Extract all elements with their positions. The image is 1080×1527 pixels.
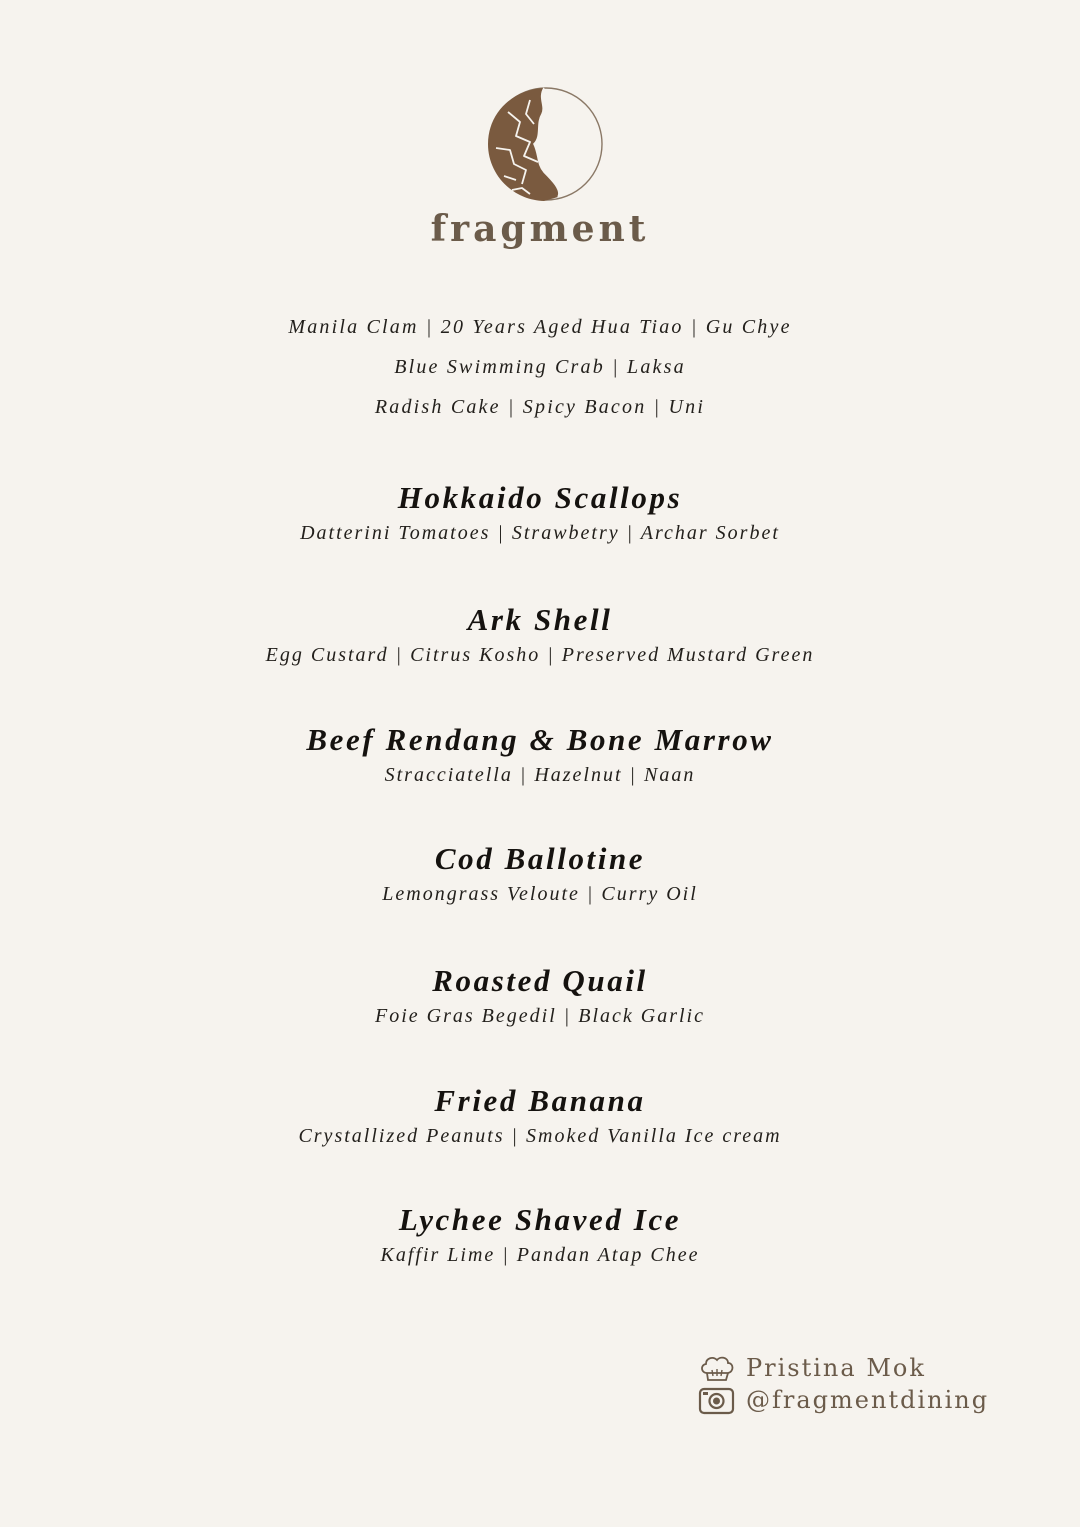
credits: [698, 1352, 1028, 1416]
course-description: Foie Gras Begedil | Black Garlic: [375, 1005, 705, 1027]
course-title: Fried Banana: [434, 1083, 646, 1118]
course-item: [0, 1081, 1080, 1149]
snacks-list: [0, 307, 1080, 427]
course-description: Crystallized Peanuts | Smoked Vanilla Ice cream: [298, 1125, 782, 1147]
course-description: Lemongrass Veloute | Curry Oil: [382, 883, 698, 905]
fragment-logo-icon: [486, 84, 604, 204]
course-description: Stracciatella | Hazelnut | Naan: [384, 764, 696, 786]
course-item: [0, 720, 1080, 788]
camera-icon: [698, 1385, 736, 1415]
course-description: Egg Custard | Citrus Kosho | Preserved Mustard Green: [265, 644, 815, 666]
course-item: [0, 600, 1080, 668]
course-item: [0, 839, 1080, 907]
instagram-handle: @fragmentdining: [746, 1386, 990, 1414]
instagram-credit: [698, 1384, 1028, 1416]
course-title: Roasted Quail: [432, 963, 648, 998]
snack-item: Radish Cake | Spicy Bacon | Uni: [374, 396, 706, 418]
brand-name: fragment: [430, 208, 650, 250]
snack-item: Blue Swimming Crab | Laksa: [394, 356, 686, 378]
snack-item: Manila Clam | 20 Years Aged Hua Tiao | Gu Chye: [288, 316, 792, 338]
course-title: Ark Shell: [467, 602, 613, 637]
course-title: Cod Ballotine: [434, 841, 646, 876]
course-item: [0, 478, 1080, 546]
course-title: Hokkaido Scallops: [397, 480, 683, 515]
course-description: Datterini Tomatoes | Strawbetry | Archar Sorbet: [300, 522, 780, 544]
course-item: [0, 961, 1080, 1029]
course-description: Kaffir Lime | Pandan Atap Chee: [380, 1244, 700, 1266]
course-title: Beef Rendang & Bone Marrow: [306, 722, 774, 757]
course-title: Lychee Shaved Ice: [398, 1202, 682, 1237]
course-item: [0, 1200, 1080, 1268]
chef-name: Pristina Mok: [746, 1354, 926, 1382]
chef-hat-icon: [698, 1353, 736, 1383]
chef-credit: [698, 1352, 1028, 1384]
